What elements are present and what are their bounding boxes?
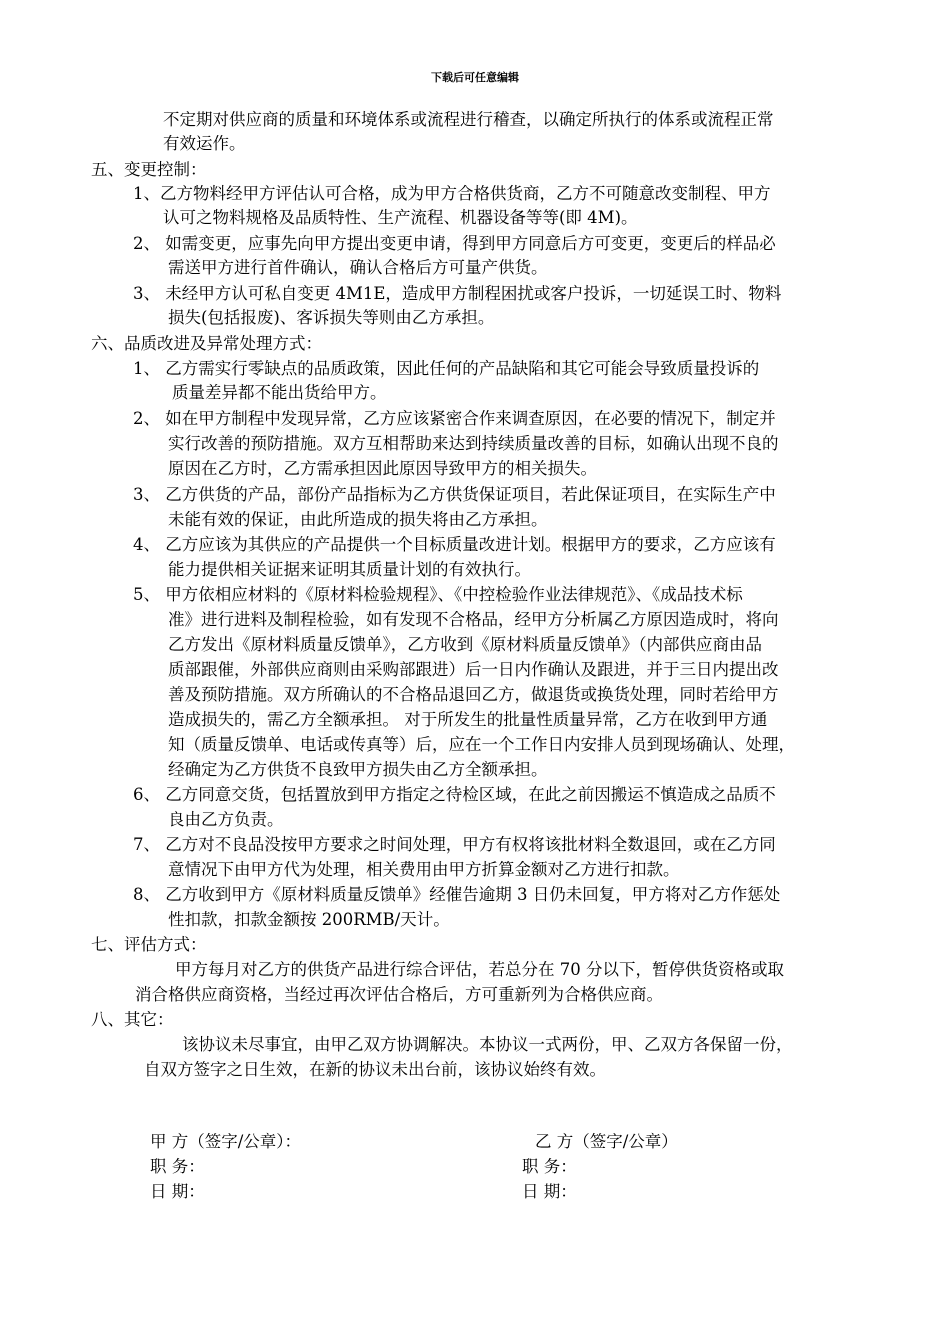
text-line: 原因在乙方时，乙方需承担因此原因导致甲方的相关损失。 — [168, 459, 597, 478]
text-line: 认可之物料规格及品质特性、生产流程、机器设备等等(即 4M)。 — [163, 208, 638, 227]
text-line: 准》进行进料及制程检验，如有发现不合格品，经甲方分析属乙方原因造成时，将向 — [168, 610, 779, 629]
text-line: 自双方签字之日生效，在新的协议未出台前，该协议始终有效。 — [144, 1060, 606, 1079]
party-a-signature-label: 甲 方（签字/公章）： — [150, 1132, 302, 1151]
text-line: 消合格供应商资格，当经过再次评估合格后，方可重新列为合格供应商。 — [135, 985, 663, 1004]
document-header: 下载后可任意编辑 — [431, 71, 519, 84]
text-line: 性扣款，扣款金额按 200RMB/天计。 — [168, 910, 450, 929]
text-line: 有效运作。 — [163, 134, 246, 153]
text-line: 3、 乙方供货的产品，部份产品指标为乙方供货保证项目，若此保证项目，在实际生产中 — [133, 485, 776, 504]
text-line: 1、乙方物料经甲方评估认可合格，成为甲方合格供货商，乙方不可随意改变制程、甲方 — [133, 184, 771, 203]
text-line: 实行改善的预防措施。双方互相帮助来达到持续质量改善的目标，如确认出现不良的 — [168, 434, 779, 453]
party-b-title-label: 职 务： — [522, 1157, 577, 1176]
text-line: 善及预防措施。双方所确认的不合格品退回乙方，做退货或换货处理，同时若给甲方 — [168, 685, 779, 704]
text-line: 六、品质改进及异常处理方式： — [91, 334, 322, 353]
text-line: 6、 乙方同意交货，包括置放到甲方指定之待检区域，在此之前因搬运不慎造成之品质不 — [133, 785, 776, 804]
text-line: 意情况下由甲方代为处理，相关费用由甲方折算金额对乙方进行扣款。 — [168, 860, 680, 879]
party-b-signature-label: 乙 方（签字/公章） — [535, 1132, 678, 1151]
text-line: 3、 未经甲方认可私自变更 4M1E，造成甲方制程困扰或客户投诉，一切延误工时、物料 — [133, 284, 782, 303]
text-line: 造成损失的，需乙方全额承担。 对于所发生的批量性质量异常，乙方在收到甲方通 — [168, 710, 768, 729]
text-line: 8、 乙方收到甲方《原材料质量反馈单》经催告逾期 3 日仍未回复，甲方将对乙方作惩处 — [133, 885, 781, 904]
text-line: 4、 乙方应该为其供应的产品提供一个目标质量改进计划。根据甲方的要求，乙方应该有 — [133, 535, 776, 554]
text-line: 2、 如需变更，应事先向甲方提出变更申请，得到甲方同意后方可变更，变更后的样品必 — [133, 234, 776, 253]
text-line: 知（质量反馈单、电话或传真等）后，应在一个工作日内安排人员到现场确认、处理， — [168, 735, 795, 754]
text-line: 质部跟催，外部供应商则由采购部跟进）后一日内作确认及跟进，并于三日内提出改 — [168, 660, 779, 679]
text-line: 5、 甲方依相应材料的《原材料检验规程》、《中控检验作业法律规范》、《成品技术标 — [133, 585, 743, 604]
party-a-date-label: 日 期： — [150, 1182, 205, 1201]
text-line: 2、 如在甲方制程中发现异常，乙方应该紧密合作来调查原因，在必要的情况下，制定并 — [133, 409, 776, 428]
text-line: 七、评估方式： — [91, 935, 207, 954]
text-line: 不定期对供应商的质量和环境体系或流程进行稽查，以确定所执行的体系或流程正常 — [163, 110, 774, 129]
party-b-date-label: 日 期： — [522, 1182, 577, 1201]
text-line: 未能有效的保证，由此所造成的损失将由乙方承担。 — [168, 510, 548, 529]
text-line: 7、 乙方对不良品没按甲方要求之时间处理，甲方有权将该批材料全数退回，或在乙方同 — [133, 835, 776, 854]
text-line: 质量差异都不能出货给甲方。 — [172, 383, 387, 402]
text-line: 1、 乙方需实行零缺点的品质政策，因此任何的产品缺陷和其它可能会导致质量投诉的 — [133, 359, 760, 378]
text-line: 八、其它： — [91, 1010, 174, 1029]
text-line: 五、变更控制： — [91, 160, 207, 179]
text-line: 需送甲方进行首件确认，确认合格后方可量产供货。 — [168, 258, 548, 277]
text-line: 该协议未尽事宜，由甲乙双方协调解决。本协议一式两份，甲、乙双方各保留一份， — [182, 1035, 793, 1054]
text-line: 能力提供相关证据来证明其质量计划的有效执行。 — [168, 560, 531, 579]
text-line: 甲方每月对乙方的供货产品进行综合评估，若总分在 70 分以下，暂停供货资格或取 — [175, 960, 784, 979]
text-line: 损失(包括报废)、客诉损失等则由乙方承担。 — [168, 308, 495, 327]
party-a-title-label: 职 务： — [150, 1157, 205, 1176]
text-line: 良由乙方负责。 — [168, 810, 284, 829]
text-line: 乙方发出《原材料质量反馈单》，乙方收到《原材料质量反馈单》（内部供应商由品 — [168, 635, 762, 654]
text-line: 经确定为乙方供货不良致甲方损失由乙方全额承担。 — [168, 760, 548, 779]
